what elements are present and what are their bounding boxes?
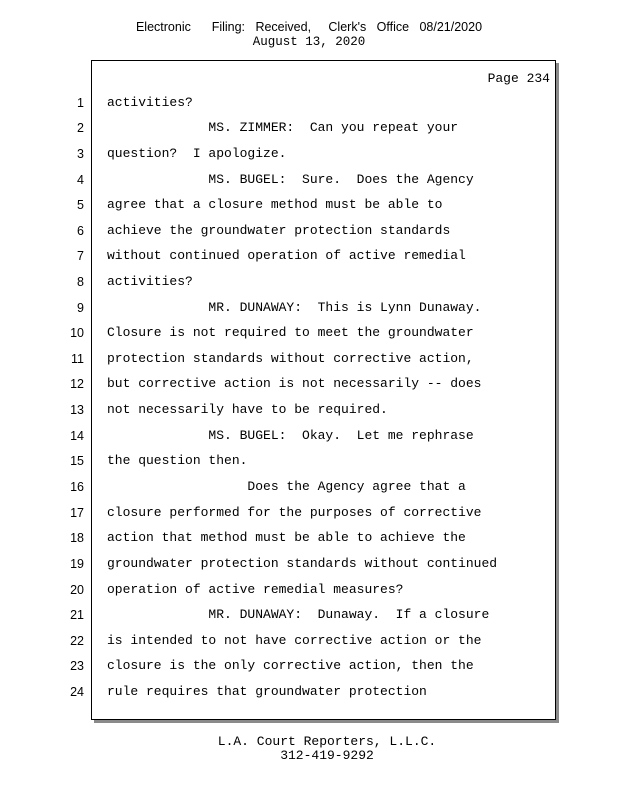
transcript-line	[0, 556, 560, 576]
transcript-line	[0, 479, 560, 499]
reporter-phone: 312-419-9292	[280, 748, 374, 763]
transcript-line	[0, 120, 560, 140]
line-number: 4	[77, 173, 84, 187]
transcript-line	[0, 607, 560, 627]
line-text: Closure is not required to meet the groundwater	[107, 325, 474, 340]
transcript-line	[0, 582, 560, 602]
line-number: 21	[70, 608, 84, 622]
line-text: question? I apologize.	[107, 146, 287, 161]
line-number: 1	[77, 96, 84, 110]
transcript-line	[0, 146, 560, 166]
line-number: 23	[70, 659, 84, 673]
transcript-line	[0, 684, 560, 704]
line-number: 8	[77, 275, 84, 289]
line-text: Does the Agency agree that a	[107, 479, 466, 494]
line-text: operation of active remedial measures?	[107, 582, 404, 597]
line-text: is intended to not have corrective action or the	[107, 633, 482, 648]
line-text: MS. ZIMMER: Can you repeat your	[107, 120, 459, 135]
transcript-line	[0, 300, 560, 320]
line-text: achieve the groundwater protection standards	[107, 223, 451, 238]
line-text: rule requires that groundwater protection	[107, 684, 427, 699]
line-number: 9	[77, 301, 84, 315]
line-text: protection standards without corrective action,	[107, 351, 474, 366]
transcript-line	[0, 172, 560, 192]
line-text: MS. BUGEL: Okay. Let me rephrase	[107, 428, 474, 443]
transcript-line	[0, 223, 560, 243]
page-number: Page 234	[487, 71, 550, 86]
line-number: 12	[70, 377, 84, 391]
transcript-line	[0, 274, 560, 294]
line-number: 10	[70, 326, 84, 340]
line-number: 20	[70, 583, 84, 597]
line-text: action that method must be able to achieve the	[107, 530, 466, 545]
line-text: not necessarily have to be required.	[107, 402, 388, 417]
transcript-line	[0, 505, 560, 525]
line-number: 17	[70, 506, 84, 520]
line-text: MR. DUNAWAY: This is Lynn Dunaway.	[107, 300, 482, 315]
transcript-line	[0, 95, 560, 115]
transcript-line	[0, 633, 560, 653]
line-number: 13	[70, 403, 84, 417]
line-number: 16	[70, 480, 84, 494]
line-text: closure performed for the purposes of corrective	[107, 505, 482, 520]
transcript-line	[0, 658, 560, 678]
line-text: the question then.	[107, 453, 248, 468]
line-number: 19	[70, 557, 84, 571]
line-number: 6	[77, 224, 84, 238]
transcript-line	[0, 376, 560, 396]
transcript-line	[0, 453, 560, 473]
transcript-line	[0, 402, 560, 422]
line-text: activities?	[107, 274, 193, 289]
line-number: 18	[70, 531, 84, 545]
hearing-date: August 13, 2020	[252, 35, 366, 49]
line-number: 22	[70, 634, 84, 648]
reporter-company: L.A. Court Reporters, L.L.C.	[217, 734, 437, 749]
transcript-line	[0, 248, 560, 268]
line-text: closure is the only corrective action, then the	[107, 658, 474, 673]
transcript-line	[0, 197, 560, 217]
line-text: activities?	[107, 95, 193, 110]
line-text: MR. DUNAWAY: Dunaway. If a closure	[107, 607, 490, 622]
transcript-line	[0, 325, 560, 345]
line-text: without continued operation of active remedial	[107, 248, 466, 263]
line-number: 14	[70, 429, 84, 443]
line-number: 3	[77, 147, 84, 161]
line-number: 2	[77, 121, 84, 135]
line-number: 5	[77, 198, 84, 212]
line-number: 24	[70, 685, 84, 699]
line-text: groundwater protection standards without continued	[107, 556, 498, 571]
transcript-line	[0, 530, 560, 550]
transcript-line	[0, 351, 560, 371]
line-text: agree that a closure method must be able to	[107, 197, 443, 212]
line-text: MS. BUGEL: Sure. Does the Agency	[107, 172, 474, 187]
filing-stamp: Electronic Filing: Received, Clerk's Office 08/21/2020	[135, 20, 483, 34]
line-number: 7	[77, 249, 84, 263]
transcript-line	[0, 428, 560, 448]
line-number: 11	[71, 352, 84, 366]
line-text: but corrective action is not necessarily -- does	[107, 376, 482, 391]
line-number: 15	[70, 454, 84, 468]
